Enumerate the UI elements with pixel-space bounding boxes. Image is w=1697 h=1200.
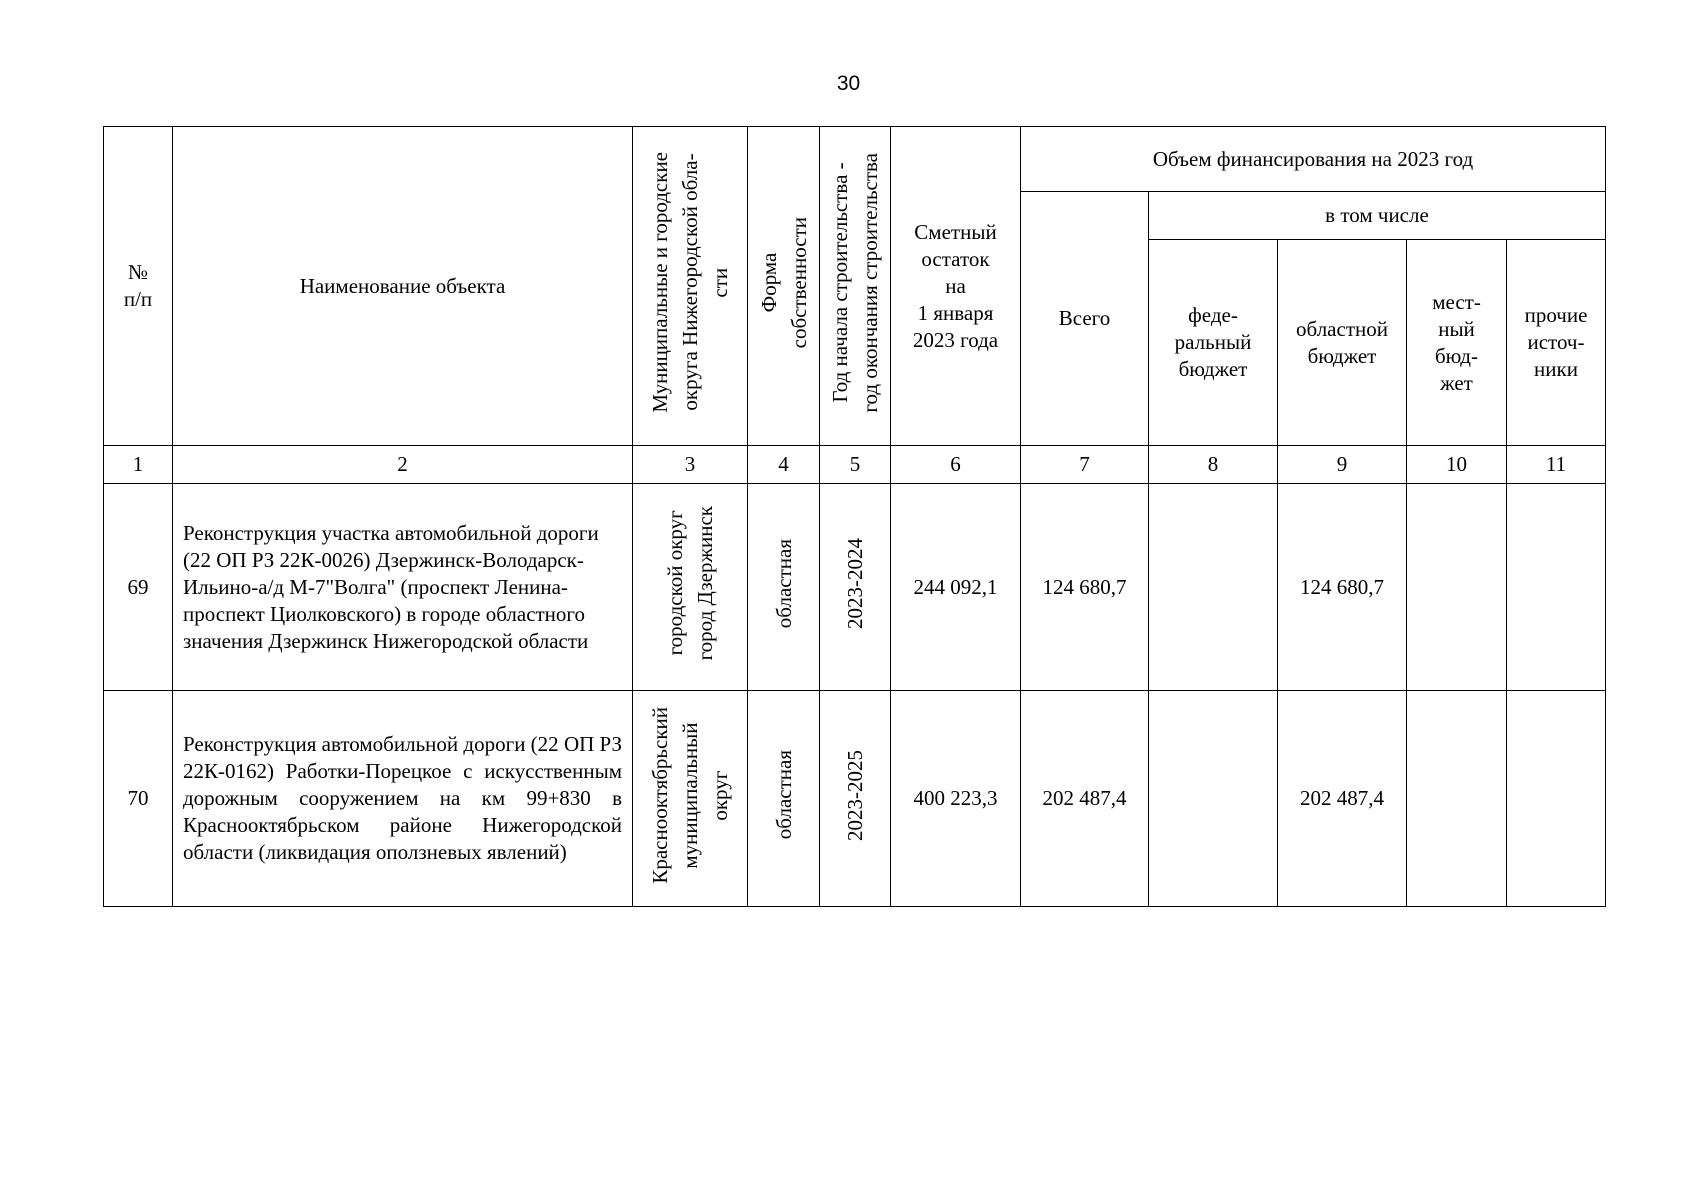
- years-cell: 2023-2025: [820, 691, 891, 907]
- column-number: 9: [1278, 446, 1407, 484]
- header-total: Всего: [1021, 192, 1149, 446]
- header-ownership: Форма собственности: [748, 127, 820, 446]
- header-regional: областной бюджет: [1278, 240, 1407, 446]
- column-number: 7: [1021, 446, 1149, 484]
- object-name: Реконструкция автомобильной дороги (22 ОП РЗ 22К-0162) Работки-Порецкое с искусственным дорожным сооружением на км 99+830 в Краснооктябрьском районе Нижегородской области (ликвидация оползневых явлений): [173, 691, 633, 907]
- total-cell: 124 680,7: [1021, 484, 1149, 691]
- column-number: 11: [1507, 446, 1606, 484]
- header-funding-title: Объем финансирования на 2023 год: [1021, 127, 1606, 192]
- ownership-cell: областная: [748, 484, 820, 691]
- column-number: 8: [1149, 446, 1278, 484]
- header-municipal: Муниципальные и городские округа Нижегородской обла- сти: [633, 127, 748, 446]
- local-cell: [1407, 484, 1507, 691]
- column-number: 4: [748, 446, 820, 484]
- header-federal: феде- ральный бюджет: [1149, 240, 1278, 446]
- column-number: 10: [1407, 446, 1507, 484]
- total-cell: 202 487,4: [1021, 691, 1149, 907]
- municipal-cell: Краснооктябрьский муниципальный округ: [633, 691, 748, 907]
- header-local: мест- ный бюд- жет: [1407, 240, 1507, 446]
- row-number: 69: [104, 484, 173, 691]
- financing-table: [103, 126, 1606, 907]
- local-cell: [1407, 691, 1507, 907]
- header-years: Год начала строительства - год окончания строительства: [820, 127, 891, 446]
- column-number: 1: [104, 446, 173, 484]
- object-name: Реконструкция участка автомобильной дороги (22 ОП РЗ 22К-0026) Дзержинск-Володарск-Ильино-а/д М-7"Волга" (проспект Ленина-проспект Циолковского) в городе областного значения Дзержинск Нижегородской области: [173, 484, 633, 691]
- estimate-cell: 400 223,3: [891, 691, 1021, 907]
- municipal-cell: городской округ город Дзержинск: [633, 484, 748, 691]
- page-number: 30: [836, 72, 861, 95]
- estimate-cell: 244 092,1: [891, 484, 1021, 691]
- federal-cell: [1149, 484, 1278, 691]
- other-cell: [1507, 484, 1606, 691]
- column-number: 3: [633, 446, 748, 484]
- column-number: 6: [891, 446, 1021, 484]
- column-number: 2: [173, 446, 633, 484]
- regional-cell: 202 487,4: [1278, 691, 1407, 907]
- header-other: прочие источ- ники: [1507, 240, 1606, 446]
- header-including: в том числе: [1149, 192, 1606, 240]
- column-number-row: [104, 446, 1606, 484]
- years-cell: 2023-2024: [820, 484, 891, 691]
- ownership-cell: областная: [748, 691, 820, 907]
- header-row-1: [104, 127, 1606, 192]
- other-cell: [1507, 691, 1606, 907]
- federal-cell: [1149, 691, 1278, 907]
- header-estimate: Сметный остаток на 1 января 2023 года: [891, 127, 1021, 446]
- table-row: [104, 484, 1606, 691]
- column-number: 5: [820, 446, 891, 484]
- table-row: [104, 691, 1606, 907]
- header-num: № п/п: [104, 127, 173, 446]
- regional-cell: 124 680,7: [1278, 484, 1407, 691]
- header-name: Наименование объекта: [173, 127, 633, 446]
- row-number: 70: [104, 691, 173, 907]
